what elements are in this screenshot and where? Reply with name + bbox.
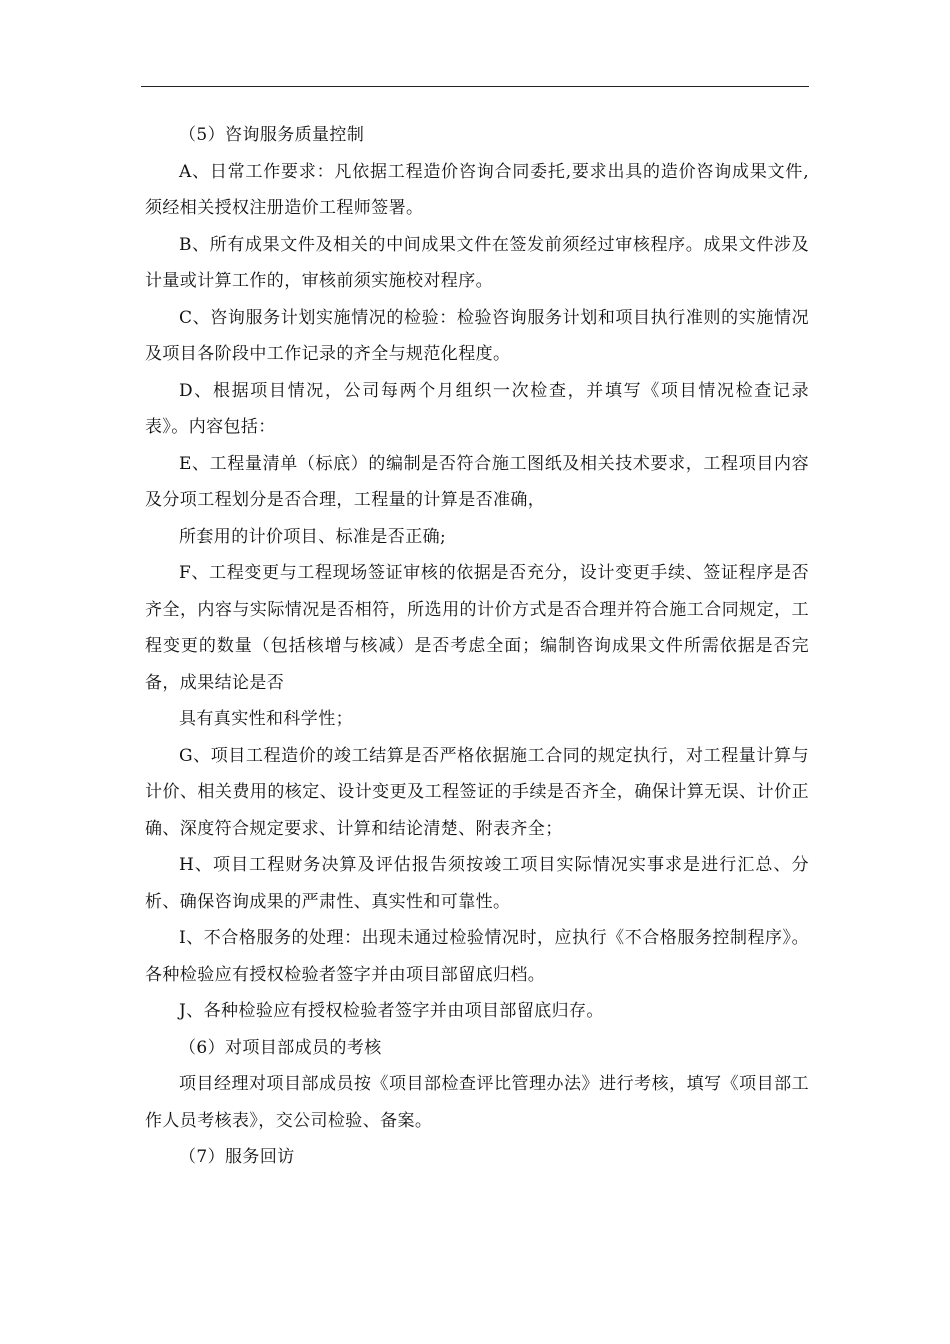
paragraph-f: F、工程变更与工程现场签证审核的依据是否充分，设计变更手续、签证程序是否齐全，内容与实际情况是否相符，所选用的计价方式是否合理并符合施工合同规定，工程变更的数量（包括核增与核减）是否考虑全面；编制咨询成果文件所需依据是否完备，成果结论是否: [145, 563, 809, 693]
paragraph-d: D、根据项目情况，公司每两个月组织一次检查，并填写《项目情况检查记录表》。内容包括：: [145, 380, 809, 437]
section-heading-service-return-visit: （7）服务回访: [179, 1147, 295, 1167]
document-body: [145, 117, 809, 1176]
paragraph-g: G、项目工程造价的竣工结算是否严格依据施工合同的规定执行，对工程量计算与计价、相关费用的核定、设计变更及工程签证的手续是否齐全，确保计算无误、计价正确、深度符合规定要求、计算和结论清楚、附表齐全；: [145, 745, 809, 839]
paragraph-c: C、咨询服务计划实施情况的检验：检验咨询服务计划和项目执行准则的实施情况及项目各阶段中工作记录的齐全与规范化程度。: [145, 307, 809, 364]
paragraph-e: E、工程量清单（标底）的编制是否符合施工图纸及相关技术要求，工程项目内容及分项工程划分是否合理，工程量的计算是否准确，: [145, 453, 809, 510]
section-heading-quality-control: （5）咨询服务质量控制: [179, 125, 365, 145]
section-heading-member-assessment: （6）对项目部成员的考核: [179, 1037, 382, 1058]
paragraph-a: A、日常工作要求：凡依据工程造价咨询合同委托,要求出具的造价咨询成果文件,须经相关授权注册造价工程师签署。: [145, 161, 809, 218]
paragraph-member-assessment: 项目经理对项目部成员按《项目部检查评比管理办法》进行考核，填写《项目部工作人员考核表》，交公司检验、备案。: [145, 1074, 809, 1131]
paragraph-e-continued: 所套用的计价项目、标准是否正确;: [179, 526, 447, 547]
paragraph-i: I、不合格服务的处理：出现未通过检验情况时，应执行《不合格服务控制程序》。各种检验应有授权检验者签字并由项目部留底归档。: [145, 928, 809, 985]
paragraph-h: H、项目工程财务决算及评估报告须按竣工项目实际情况实事求是进行汇总、分析、确保咨询成果的严肃性、真实性和可靠性。: [145, 855, 809, 912]
header-rule: [141, 86, 809, 87]
paragraph-f-continued: 具有真实性和科学性；: [179, 709, 353, 729]
paragraph-b: B、所有成果文件及相关的中间成果文件在签发前须经过审核程序。成果文件涉及计量或计算工作的，审核前须实施校对程序。: [145, 234, 809, 291]
paragraph-j: J、各种检验应有授权检验者签字并由项目部留底归存。: [179, 1001, 604, 1021]
